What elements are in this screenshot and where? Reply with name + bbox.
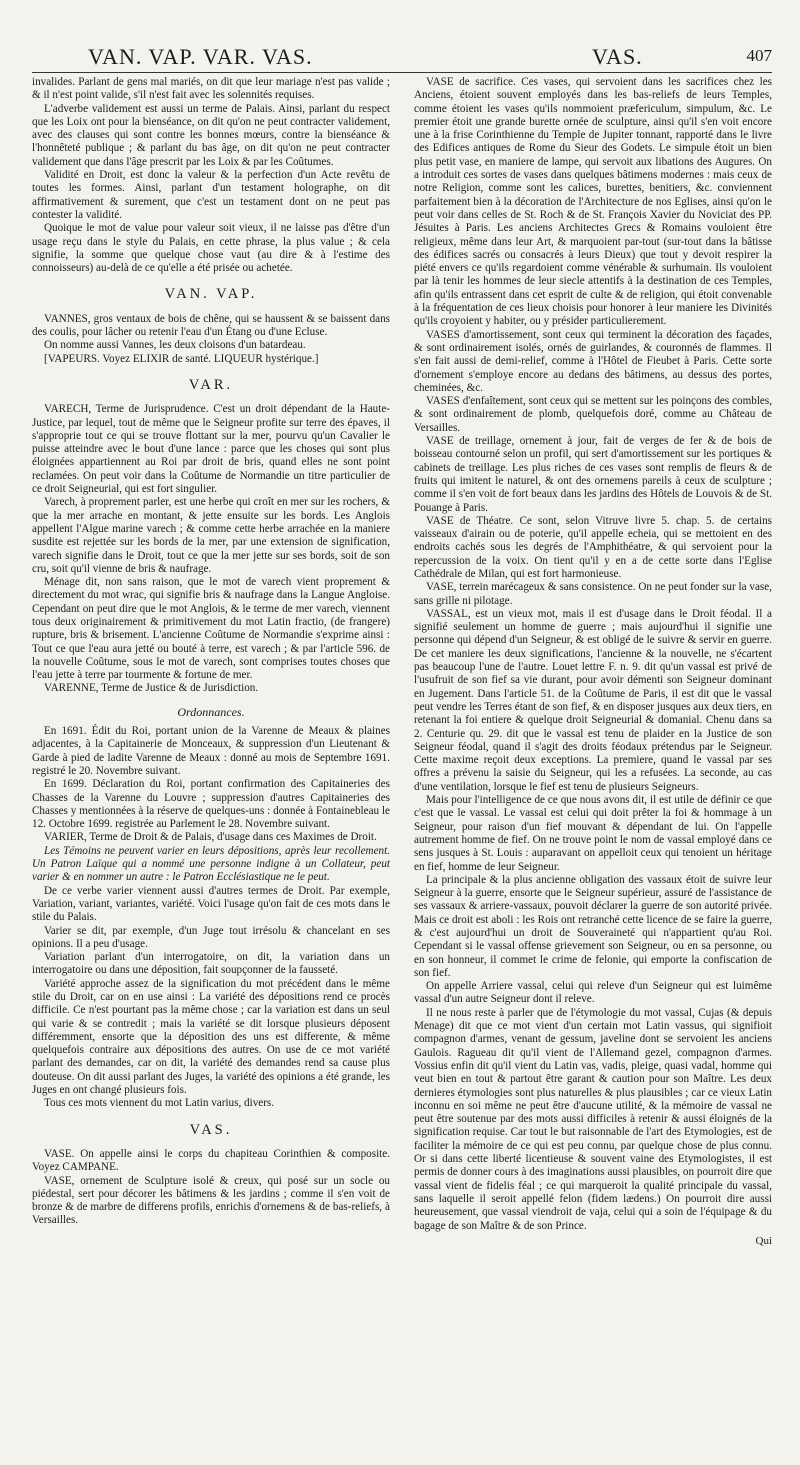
section-title-var: VAR. bbox=[188, 376, 234, 393]
running-head bbox=[32, 44, 772, 74]
entry-vase-terrein: VASE, terrein marécageux & sans consistence. On ne peut fonder sur la vase, sans grille ni pilotage. bbox=[414, 581, 772, 607]
paragraph: Les Témoins ne peuvent varier en leurs dépositions, après leur recollement. Un Patron Laïque qui a nommé une personne indigne à un Collateur, peut varier & en nommer un autre : le Patron Ecclésiastique ne le peut. bbox=[32, 844, 390, 884]
right-column bbox=[414, 76, 772, 1437]
entry-varier: VARIER, Terme de Droit & de Palais, d'usage dans ces Maximes de Droit. bbox=[44, 831, 377, 844]
section-title-vanvap: VAN. VAP. bbox=[164, 286, 258, 303]
entry-vannes: VANNES, gros ventaux de bois de chêne, qui se haussent & se baissent dans des coulis, pour lâcher ou retenir l'eau d'un Étang ou d'une Ecluse. bbox=[32, 312, 390, 339]
paragraph: Variété approche assez de la signification du mot précédent dans le même stile du Droit, car on en use ainsi : La variété des dépositions rend ce procès difficile. Ce n'est pourtant pas la même chose ; car la variation est dans un seul qui varie & se contredit ; mais la variété se dit lorsque plusieurs déposent différemment, ensorte que la déposition des uns est differente, & même quelquefois contraire aux dépositions des autres. On use de ce mot variété parlant des demandes, car on dit, la variété des demandes rend sa cause plus douteuse. On dit aussi parlant des Juges, la variété des opinions a été grande, les Juges en ont changé plusieurs fois. bbox=[32, 977, 390, 1097]
paragraph: Il ne nous reste à parler que de l'étymologie du mot vassal, Cujas (& depuis Menage) dit que ce mot vient d'un certain mot Latin vassus, qui signifioit compagnon d'armes, venant de gessum, javeline dont se servoient les anciens Gaulois. Ragueau dit qu'il vient de l'Allemand gezel, compagnon d'armes. Vossius enfin dit qu'il vient du Latin vas, vadis, pleige, quasi vadal, homme qui veut bien en tout & partout être garant & caution pour son Maître. Les deux dernieres étymologies sont plus naturelles & plus plausibles ; car ce vieux Latin inconnu en soi même ne peut être d'aucune utilité, & la mémoire de vassal ne peut être soutenue par des mots aussi difficiles à retenir & aussi éloignés de la signification requise. Car tout le but raisonnable de l'art des Etymologies, est de faciliter la mémoire de ce qui est peu connu, par quelque chose de plus connu. Or si dans cette liberté licentieuse & souvent vaine des Etymologistes, il est permis de donner cours à des imaginations aussi plausibles, on pourroit dire que vassal vient de fidelis féal ; ce qui marqueroit la qualité principale du vassal, sans laquelle il seroit appellé felon (fidem lædens.) On pourroit dire aussi heureusement, que vassal viendroit de vaja, celui qui a soin de l'équipage & du bagage de son Maître & de son Prince. bbox=[414, 1006, 772, 1232]
paragraph: La principale & la plus ancienne obligation des vassaux étoit de suivre leur Seigneur à la guerre, ensorte que le Seigneur supérieur, assuré de l'assistance de ses vassaux & arriere-vassaux, pouvoit déclarer la guerre de son autorité privée. Mais ce droit est aboli : les Rois ont retranché cette licence de se faire la guerre, & c'est aujourd'hui un droit de Souveraineté qui n'appartient qu'au Roi. Cependant si le vassal offense grievement son Seigneur, ou en sa personne, ou en son honneur, il commet le crime de felonie, qui emporte la confiscation de son fief. bbox=[414, 873, 772, 979]
entry-vassal: VASSAL, est un vieux mot, mais il est d'usage dans le Droit féodal. Il a signifié seulement un homme de guerre ; mais aujourd'hui il signifie une personne qui dépend d'un Seigneur, & est obligé de le suivre & servir en guerre. De cet maniere les deux significations, l'ancienne & la nouvelle, ne s'écartent pas beaucoup l'une de l'autre. Louet lettre F. n. 9. dit qu'un vassal est privé de l'usufruit de son fief sa vie durant, pour avoir démenti son Seigneur dominant en Jugement. Dans l'article 51. de la Coûtume de Paris, il est dit que le vassal peut vendre les Terres étant de son fief, & en disposer jusques aux deux tiers, en retenant la foi entiere & quelque droit Seigneurial & domanial. Chenu dans sa 2. Centurie qu. 29. dit que le vassal est tenu de plaider en la Justice de son Seigneur féodal, quand il s'agit des droits féodaux prétendus par le Seigneur. Cette maxime reçoit deux exceptions. La premiere, quand le vassal par ses offres a prévenu la saisie du Seigneur, qui les a refusées. La seconde, au cas d'une ventilation, lorsque le fief est tenu de plusieurs Seigneurs. bbox=[414, 607, 772, 793]
paragraph: En 1691. Édit du Roi, portant union de la Varenne de Meaux & plaines adjacentes, à la Capitainerie de Monceaux, & suppression d'un Lieutenant & Garde à pied de ladite Varenne de Meaux : donné au mois de Septembre 1691. registré le 20. Novembre suivant. bbox=[32, 725, 390, 777]
header-rule bbox=[32, 72, 772, 73]
entry-vase-de-treillage: VASE de treillage, ornement à jour, fait de verges de fer & de bois de boisseau contourné selon un profil, qui sert d'amortissement sur les portiques & cabinets de treillage. Les plus riches de ces vases sont remplis de fleurs & de fruits qui imitent le naturel, & ont des ornemens pareils à ceux de sculpture ; comme il s'en voit de fort beaux dans les jardins des Hôtels de Louvois & de St. Pouange à Paris. bbox=[414, 435, 772, 514]
subtitle-ordonnances: Ordonnances. bbox=[177, 704, 245, 719]
paragraph: invalides. Parlant de gens mal mariés, on dit que leur mariage n'est pas valide ; & il n'est point valide, s'il n'est fait avec les solennités requises. bbox=[32, 76, 390, 102]
section-title-vas: VAS. bbox=[189, 1121, 233, 1138]
paragraph: On appelle Arriere vassal, celui qui releve d'un Seigneur qui est luimême vassal d'un autre Seigneur dont il releve. bbox=[414, 980, 772, 1006]
paragraph: Validité en Droit, est donc la valeur & la perfection d'un Acte revêtu de toutes les formes. Ainsi, parlant d'un testament holographe, on dit affirmativement & surement, que c'est un testament dont on ne peut pas contester la validité. bbox=[32, 169, 390, 221]
entry-vase-de-theatre: VASE de Théatre. Ce sont, selon Vitruve livre 5. chap. 5. de certains vaisseaux d'airain ou de poterie, qu'il appelle echeia, qui se mettoient en des endroits cachés sous les degrés de l'Amphithéatre, & qui servoient pour la repercussion de la voix. On tient qu'il y en a de cette sorte dans l'Eglise Cathédrale de Milan, qui est fort harmonieuse. bbox=[414, 514, 772, 580]
page-number: 407 bbox=[746, 46, 772, 65]
paragraph: VASE, ornement de Sculpture isolé & creux, qui posé sur un socle ou piédestal, sert pour décorer les bâtimens & les jardins ; comme il s'en voit de bronze & de marbre de differens profils, enrichis d'ornemens & de bas-reliefs, à Versailles. bbox=[32, 1174, 390, 1227]
left-column bbox=[32, 76, 390, 1437]
entry-vase-de-sacrifice: VASE de sacrifice. Ces vases, qui servoient dans les sacrifices chez les Anciens, étoient souvent employés dans les bas-reliefs de leurs Temples, comme étoient les vases qu'ils nommoient præfericulum, simpulum, &c. Le premier étoit une grande burette ornée de sculpture, ainsi qu'il s'en voit encore une à la frise Corinthienne du Temple de Jupiter tonnant, rapporté dans le livre des Edifices antiques de Rome du Sieur des Godets. Le simpule étoit un bien plus petit vase, en maniere de lampe, qui servoit aux libations des Augures. On a introduit ces sortes de vases dans quelques bâtimens modernes : mais ceux de notre Religion, comme sont les calices, burettes, benitiers, &c. conviennent parfaitement bien à la décoration de l'Architecture de nos Eglises, ainsi qu'on le peut voir dans celles de St. Roch & de St. François Xavier du Noviciat des PP. Jésuites à Paris. Les anciens Architectes Grecs & Romains vouloient être religieux, même dans leur Art, & marquoient par-tout (sur-tout dans la bâtisse des édifices sacrés ou consacrés à leurs Dieux) que tout y devoit respirer la piété envers ce qu'ils regardoient comme vénérable & surhumain. Ils vouloient par là tenir les hommes de leur siecle attentifs à la destination de ces Temples, afin qu'ils entrassent dans cet esprit de culte & de religion, qui étoit convenable à la fréquentation de ces lieux choisis pour honorer à leur maniere les Divinités qu'ils croyoient y habiter, ou y présider particulierement. bbox=[414, 76, 772, 328]
paragraph: Variation parlant d'un interrogatoire, on dit, la variation dans un interrogatoire ou dans une déposition, fait soupçonner de la fausseté. bbox=[32, 951, 390, 977]
running-head-left: VAN. VAP. VAR. VAS. bbox=[88, 44, 313, 69]
entry-vase: VASE. On appelle ainsi le corps du chapiteau Corinthien & composite. Voyez CAMPANE. bbox=[32, 1147, 390, 1174]
catchword: Qui bbox=[755, 1234, 772, 1247]
paragraph: De ce verbe varier viennent aussi d'autres termes de Droit. Par exemple, Variation, variant, variantes, variété. Voici l'usage qu'on fait de ces mots dans le stile du Palais. bbox=[32, 884, 390, 924]
paragraph: Varier se dit, par exemple, d'un Juge tout irrésolu & chancelant en ses opinions. Il a peu d'usage. bbox=[32, 924, 390, 950]
entry-vases-amortissement: VASES d'amortissement, sont ceux qui terminent la décoration des façades, & sont ordinairement isolés, ornés de guirlandes, & couronnés de flammes. Il s'en fait aussi de demi-relief, comme à l'Hôtel de Fieubet à Paris. Cette sorte d'ornement s'employe encore au dedans des bâtimens, au dessus des portes, cheminées, &c. bbox=[414, 328, 772, 394]
paragraph: En 1699. Déclaration du Roi, portant confirmation des Capitaineries des Chasses de la Varenne du Louvre ; suppression d'autres Capitaineries des Chasses y mentionnées à la réserve de quelques-uns : donnée à Fontainebleau le 12. Octobre 1699. registrée au Parlement le 28. Novembre suivant. bbox=[32, 778, 390, 831]
entry-vases-enfaitement: VASES d'enfaîtement, sont ceux qui se mettent sur les poinçons des combles, & sont ordinairement de plomb, quelquefois doré, comme au Château de Versailles. bbox=[414, 395, 772, 434]
paragraph: On nomme aussi Vannes, les deux cloisons d'un batardeau. bbox=[44, 339, 306, 352]
paragraph: Ménage dit, non sans raison, que le mot de varech vient proprement & directement du mot wrac, qui signifie bris & naufrage dans la Langue Angloise. Cependant on peut dire que le mot Anglois, & le terme de mer varech, viennent tous deux originairement & primitivement du mot Latin fractio, (de frangere) rupture, bris & brisement. L'ancienne Coûtume de Normandie s'exprime ainsi : Tout ce que l'eau aura jetté ou bouté à terre, est varech ; & par l'article 596. de la nouvelle Coûtume, sous le mot de varech, sont comprises toutes choses que l'eau jette à terre par tourmente & fortune de mer. bbox=[32, 576, 390, 682]
paragraph: Varech, à proprement parler, est une herbe qui croît en mer sur les rochers, & que la mer arrache en montant, & jette ensuite sur les bords. Les Anglois appellent l'Algue marine varech ; & comme cette herbe arrachée en la maniere susdite est rejettée sur les bords de la mer, par une extension de signification, varech signifie dans le Droit, tout ce que la mer jette sur ses bords, soit de son cru, soit qu'il vienne de bris & naufrage. bbox=[32, 496, 390, 575]
text-columns bbox=[32, 76, 772, 1437]
paragraph: Quoique le mot de value pour valeur soit vieux, il ne laisse pas d'être d'un usage reçu dans le style du Palais, en cette phrase, la plus value ; & cela signifie, la somme que quelque chose vaut (au dire & à l'estime des connoisseurs) au-delà de ce qu'elle a été prisée ou achetée. bbox=[32, 222, 390, 275]
entry-varenne: VARENNE, Terme de Justice & de Jurisdiction. bbox=[44, 682, 259, 695]
cross-reference: [VAPEURS. Voyez ELIXIR de santé. LIQUEUR hystérique.] bbox=[44, 352, 319, 365]
entry-varech: VARECH, Terme de Jurisprudence. C'est un droit dépendant de la Haute-Justice, par lequel, tout de même que le Seigneur profite sur terre des épaves, il s'approprie tout ce qui se trouve flottant sur la mer, pourvu qu'un Cavalier le puisse atteindre avec le bout d'une lance : parce que les choses qui sont plus éloignées appartiennent au Roi par droit de bris, quand elles ne sont point reclamées. On peut voir dans la Coûtume de Normandie un titre particulier de ce droit Seigneurial, qui est fort singulier. bbox=[32, 403, 390, 496]
paragraph: L'adverbe validement est aussi un terme de Palais. Ainsi, parlant du respect que les Loix ont pour la bienséance, on dit qu'on ne peut contracter validement, avec des clauses qui sont contre les bonnes mœurs, contre la bienséance & l'honnêteté publique ; & parlant du bas âge, on dit qu'on ne peut contracter validement que dans l'âge prescrit par les Loix & par les Coûtumes. bbox=[32, 102, 390, 168]
paragraph: Tous ces mots viennent du mot Latin varius, divers. bbox=[44, 1097, 275, 1110]
running-head-right: VAS. bbox=[592, 44, 643, 69]
paragraph: Mais pour l'intelligence de ce que nous avons dit, il est utile de définir ce que c'est que le vassal. Le vassal est celui qui doit prêter la foi & hommage à un Seigneur, pour raison d'un fief mouvant & dépendant de lui. On l'appelle autrement homme de fief. On ne trouve point le nom de vassal employé dans ce sens jusques à St. Louis : auparavant on appelloit ceux qui tenoient un héritage en fief, homme de leur Seigneur. bbox=[414, 794, 772, 873]
